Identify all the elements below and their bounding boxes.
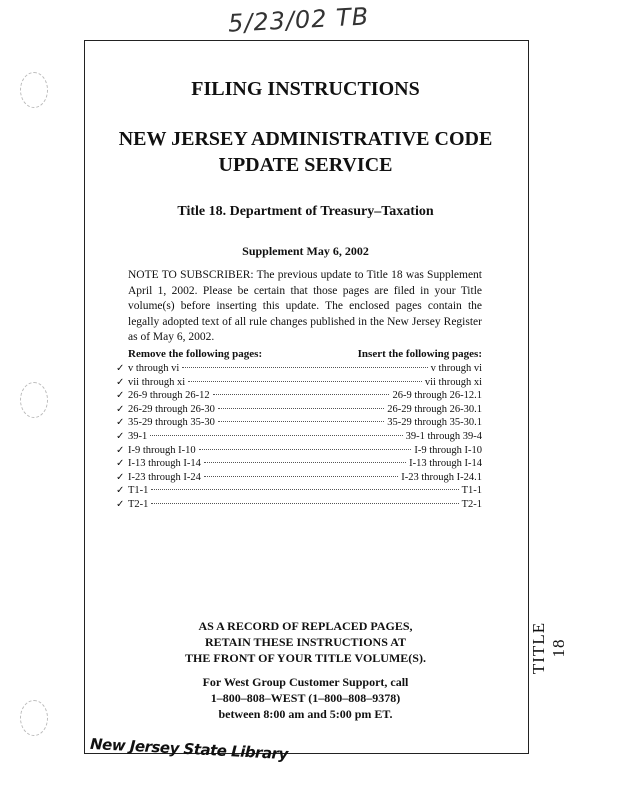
list-item xyxy=(116,484,482,498)
list-item xyxy=(116,498,482,512)
check-mark-icon: ✓ xyxy=(116,403,125,415)
customer-support-info xyxy=(84,674,527,722)
remove-page-range: 35-29 through 35-30 xyxy=(128,417,215,429)
remove-page-range: I-13 through I-14 xyxy=(128,458,201,470)
list-item xyxy=(116,471,482,485)
code-title xyxy=(84,126,527,178)
insert-page-range: v through vi xyxy=(430,363,482,374)
insert-page-range: T1-1 xyxy=(461,485,482,497)
dot-leader xyxy=(182,367,427,368)
insert-page-range: I-23 through I-24.1 xyxy=(401,471,482,483)
dot-leader xyxy=(204,476,398,477)
list-item xyxy=(116,376,482,390)
page-replacement-list xyxy=(116,362,482,512)
list-item xyxy=(116,362,482,376)
check-mark-icon: ✓ xyxy=(116,363,125,374)
support-phone: 1–800–808–WEST (1–800–808–9378) xyxy=(210,691,401,705)
check-mark-icon: ✓ xyxy=(116,430,125,442)
insert-page-range: 26-9 through 26-12.1 xyxy=(392,390,482,402)
dot-leader xyxy=(218,408,384,409)
insert-page-range: vii through xi xyxy=(424,376,482,388)
insert-page-range: 35-29 through 35-30.1 xyxy=(387,417,482,429)
remove-page-range: I-9 through I-10 xyxy=(128,444,196,456)
remove-page-range: 26-29 through 26-30 xyxy=(128,403,215,415)
notice-line-2: RETAIN THESE INSTRUCTIONS AT xyxy=(204,635,407,649)
list-item xyxy=(116,430,482,444)
dot-leader xyxy=(188,381,422,382)
check-mark-icon: ✓ xyxy=(116,498,125,510)
remove-page-range: v through vi xyxy=(128,363,180,374)
dot-leader xyxy=(218,421,384,422)
page-list-header xyxy=(128,348,482,360)
remove-pages-header: Remove the following pages: xyxy=(128,348,263,360)
dot-leader xyxy=(151,489,458,490)
support-line-1: For West Group Customer Support, call xyxy=(202,675,409,689)
remove-page-range: vii through xi xyxy=(128,376,186,388)
remove-page-range: T1-1 xyxy=(128,485,149,497)
notice-line-1: AS A RECORD OF REPLACED PAGES, xyxy=(198,619,413,633)
library-stamp: New Jersey State Library xyxy=(89,734,289,764)
insert-page-range: T2-1 xyxy=(461,498,482,510)
check-mark-icon: ✓ xyxy=(116,376,125,388)
code-title-line-1: NEW JERSEY ADMINISTRATIVE CODE xyxy=(118,128,493,150)
insert-page-range: 26-29 through 26-30.1 xyxy=(387,403,482,415)
punch-hole-middle xyxy=(20,382,48,418)
list-item xyxy=(116,457,482,471)
remove-page-range: T2-1 xyxy=(128,498,149,510)
support-hours: between 8:00 am and 5:00 pm ET. xyxy=(218,707,393,721)
insert-page-range: 39-1 through 39-4 xyxy=(405,430,482,442)
check-mark-icon: ✓ xyxy=(116,390,125,402)
title-tab-label: TITLE 18 xyxy=(529,621,568,675)
handwritten-date-note: 5/23/02 TB xyxy=(227,2,370,38)
dot-leader xyxy=(150,435,402,436)
department-title: Title 18. Department of Treasury–Taxation xyxy=(177,204,434,219)
insert-pages-header: Insert the following pages: xyxy=(357,348,482,360)
code-title-line-2: UPDATE SERVICE xyxy=(218,154,393,176)
remove-page-range: 39-1 xyxy=(128,430,148,442)
filing-instructions-title: FILING INSTRUCTIONS xyxy=(191,78,420,100)
list-item xyxy=(116,403,482,417)
insert-page-range: I-13 through I-14 xyxy=(409,458,482,470)
check-mark-icon: ✓ xyxy=(116,471,125,483)
dot-leader xyxy=(204,462,406,463)
dot-leader xyxy=(199,449,412,450)
punch-hole-top xyxy=(20,72,48,108)
remove-page-range: I-23 through I-24 xyxy=(128,471,201,483)
notice-line-3: THE FRONT OF YOUR TITLE VOLUME(S). xyxy=(185,651,426,665)
dot-leader xyxy=(213,394,390,395)
list-item xyxy=(116,389,482,403)
check-mark-icon: ✓ xyxy=(116,444,125,456)
insert-page-range: I-9 through I-10 xyxy=(414,444,482,456)
list-item xyxy=(116,444,482,458)
check-mark-icon: ✓ xyxy=(116,485,125,497)
dot-leader xyxy=(151,503,458,504)
check-mark-icon: ✓ xyxy=(116,458,125,470)
list-item xyxy=(116,416,482,430)
retain-instructions-notice xyxy=(84,618,527,666)
supplement-date: Supplement May 6, 2002 xyxy=(242,244,369,258)
punch-hole-bottom xyxy=(20,700,48,736)
remove-page-range: 26-9 through 26-12 xyxy=(128,390,210,402)
check-mark-icon: ✓ xyxy=(116,417,125,429)
subscriber-note: NOTE TO SUBSCRIBER: The previous update to Title 18 was Supplement April 1, 2002. Please be certain that those pages are filed in your Title volume(s) before inserting this update. The enclosed pages contain the legally adopted text of all rule changes published in the New Jersey Register as of May 6, 2002. xyxy=(128,269,482,343)
